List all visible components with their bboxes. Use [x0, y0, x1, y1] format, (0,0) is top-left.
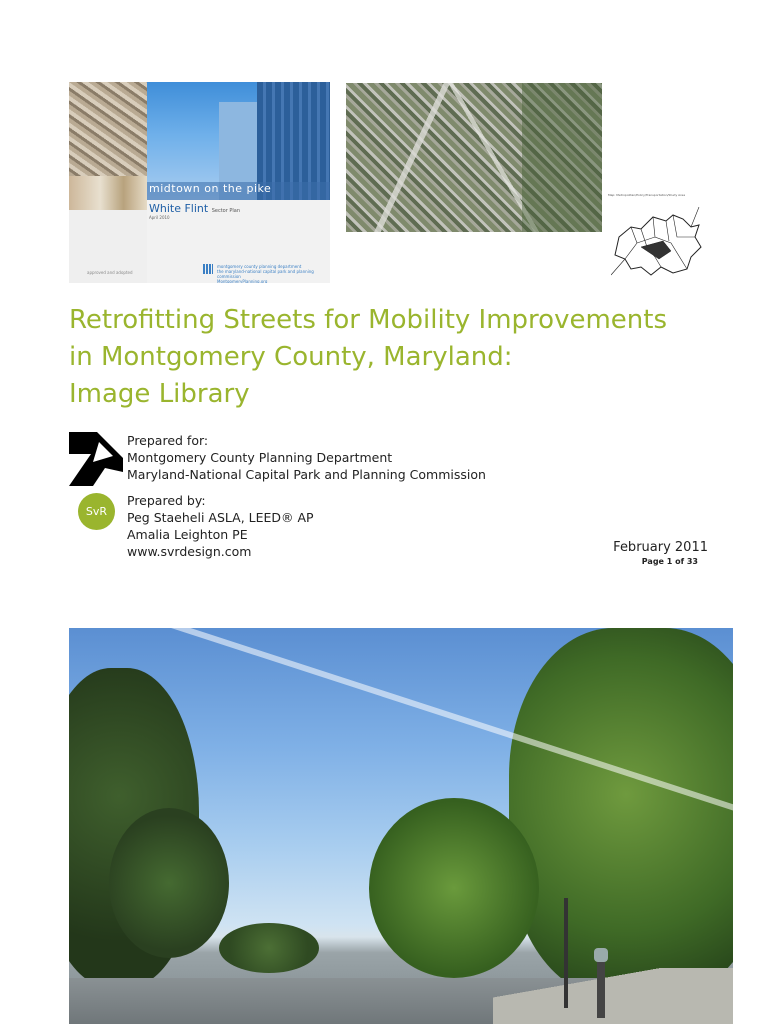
- street-pole: [564, 898, 568, 1008]
- street-tree-right-2: [369, 798, 539, 978]
- prepared-by-line-2: Amalia Leighton PE: [127, 527, 248, 542]
- cover-plan-sub: Sector Plan: [211, 208, 241, 214]
- aerial-photo: [346, 83, 602, 232]
- title-line-2: in Montgomery County, Maryland:: [69, 342, 513, 372]
- street-photo: [69, 628, 733, 1024]
- publication-date: February 2011: [613, 540, 708, 555]
- cover-department-name: montgomery county planning department: [217, 264, 302, 269]
- parking-meter: [597, 958, 605, 1018]
- page-number: Page 1 of 33: [641, 557, 698, 566]
- cover-date: April 2010: [149, 215, 170, 220]
- prepared-by-website: www.svrdesign.com: [127, 544, 252, 559]
- street-sidewalk: [493, 968, 733, 1024]
- cover-plan-title: White Flint: [149, 202, 209, 215]
- cover-commission-name: the maryland-national capital park and planning commission: [217, 269, 314, 279]
- street-tree-left-2: [109, 808, 229, 958]
- cover-people-photo: [69, 176, 147, 210]
- mncppc-logo-icon: [69, 432, 123, 486]
- cover-aerial-thumbnail: [69, 82, 147, 176]
- sector-plan-cover-image: [69, 82, 330, 283]
- planning-department-logo-icon: [203, 264, 213, 274]
- cover-plan-name: [149, 202, 240, 215]
- county-outline-map: [611, 207, 703, 279]
- prepared-by-label: Prepared by:: [127, 493, 206, 508]
- title-line-3: Image Library: [69, 379, 250, 409]
- cover-department: [217, 264, 327, 283]
- prepared-by-block: [127, 492, 314, 560]
- street-tree-distant: [219, 923, 319, 973]
- prepared-for-line-1: Montgomery County Planning Department: [127, 450, 393, 465]
- street-tree-right: [509, 628, 733, 998]
- cover-tagline: midtown on the pike: [149, 182, 272, 195]
- prepared-for-label: Prepared for:: [127, 433, 209, 448]
- prepared-by-line-1: Peg Staeheli ASLA, LEED® AP: [127, 510, 314, 525]
- document-title: [69, 302, 709, 413]
- svr-logo-icon: SvR: [78, 493, 115, 530]
- aerial-green-area: [522, 83, 602, 232]
- cover-website: MontgomeryPlanning.org: [217, 279, 268, 283]
- prepared-for-line-2: Maryland-National Capital Park and Planning Commission: [127, 467, 486, 482]
- minimap-caption: Map: Metropolitan/Policy/Transportation/Study Area: [608, 193, 686, 197]
- cover-footer: approved and adopted: [87, 270, 133, 275]
- title-line-1: Retrofitting Streets for Mobility Improvements: [69, 305, 667, 335]
- prepared-for-block: [127, 432, 486, 483]
